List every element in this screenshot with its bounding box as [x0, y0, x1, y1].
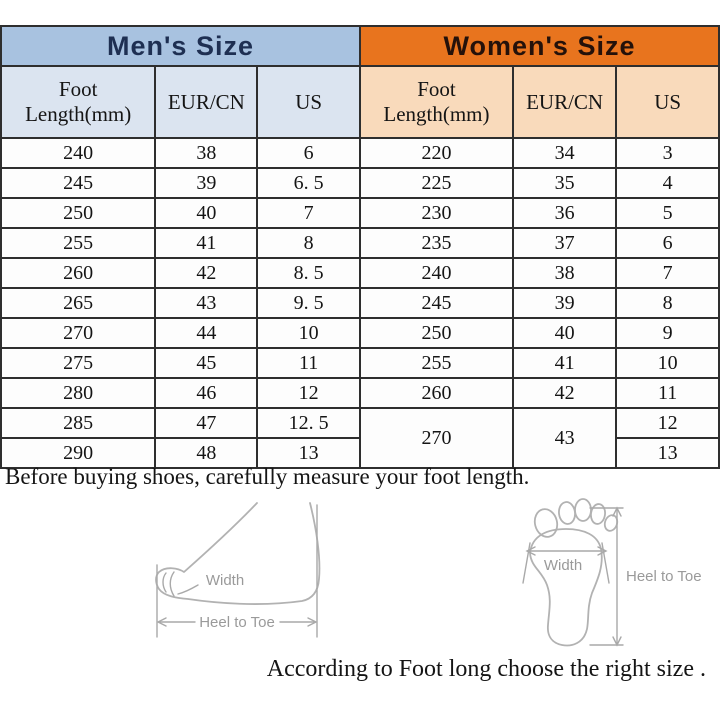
table-header-row: [1, 26, 719, 66]
women-us-cell: 10: [616, 348, 719, 378]
women-eur-cn-header: EUR/CN: [513, 66, 616, 138]
table-row: [1, 168, 719, 198]
footprint-diagram: [490, 495, 710, 660]
men-eur-cell: 46: [155, 378, 257, 408]
women-us-cell: 5: [616, 198, 719, 228]
men-us-cell: 11: [257, 348, 360, 378]
men-eur-cell: 47: [155, 408, 257, 438]
men-eur-cell: 42: [155, 258, 257, 288]
table-row: [1, 378, 719, 408]
sole-outline-icon: [530, 529, 602, 645]
women-us-cell: 9: [616, 318, 719, 348]
men-us-cell: 10: [257, 318, 360, 348]
measure-note: Before buying shoes, carefully measure your foot length.: [5, 464, 530, 489]
men-foot-cell: 255: [1, 228, 155, 258]
side-foot-diagram: [140, 497, 340, 647]
men-us-cell: 9. 5: [257, 288, 360, 318]
women-foot-cell: 260: [360, 378, 513, 408]
women-foot-cell: 255: [360, 348, 513, 378]
men-eur-cell: 40: [155, 198, 257, 228]
table-row: [1, 198, 719, 228]
men-eur-cell: 44: [155, 318, 257, 348]
women-us-cell: 6: [616, 228, 719, 258]
width-label: Width: [205, 572, 245, 589]
table-row: [1, 318, 719, 348]
women-foot-cell: 245: [360, 288, 513, 318]
men-foot-cell: 290: [1, 438, 155, 468]
women-foot-cell: 270: [360, 408, 513, 468]
women-eur-cell: 37: [513, 228, 616, 258]
toe-line-icon: [170, 572, 174, 596]
men-foot-cell: 280: [1, 378, 155, 408]
women-us-cell: 3: [616, 138, 719, 168]
men-us-cell: 13: [257, 438, 360, 468]
men-eur-cell: 43: [155, 288, 257, 318]
women-foot-cell: 220: [360, 138, 513, 168]
men-foot-cell: 270: [1, 318, 155, 348]
women-eur-cell: 40: [513, 318, 616, 348]
length-mm-label: Length(mm): [25, 102, 132, 126]
table-row: [1, 228, 719, 258]
length-mm-label: Length(mm): [383, 102, 490, 126]
men-us-cell: 12. 5: [257, 408, 360, 438]
women-foot-cell: 250: [360, 318, 513, 348]
men-foot-cell: 285: [1, 408, 155, 438]
table-row: [1, 138, 719, 168]
women-eur-cell: 39: [513, 288, 616, 318]
men-eur-cell: 41: [155, 228, 257, 258]
women-us-cell: 8: [616, 288, 719, 318]
men-size-header: Men's Size: [1, 26, 360, 66]
choose-note: According to Foot long choose the right size .: [266, 656, 706, 682]
women-foot-cell: 235: [360, 228, 513, 258]
women-us-cell: 7: [616, 258, 719, 288]
women-us-cell: 13: [616, 438, 719, 468]
men-us-cell: 12: [257, 378, 360, 408]
column-header-row: [1, 66, 719, 138]
women-us-cell: 12: [616, 408, 719, 438]
men-foot-cell: 260: [1, 258, 155, 288]
women-eur-cell: 41: [513, 348, 616, 378]
women-size-header: Women's Size: [360, 26, 719, 66]
men-eur-cell: 39: [155, 168, 257, 198]
women-foot-cell: 230: [360, 198, 513, 228]
table-row: [1, 408, 719, 438]
men-foot-cell: 275: [1, 348, 155, 378]
men-eur-cell: 48: [155, 438, 257, 468]
width-pointer-icon: [178, 585, 198, 594]
women-us-header: US: [616, 66, 719, 138]
women-foot-length-header: [360, 66, 513, 138]
men-us-cell: 8: [257, 228, 360, 258]
men-eur-cell: 38: [155, 138, 257, 168]
women-us-cell: 11: [616, 378, 719, 408]
men-us-cell: 7: [257, 198, 360, 228]
women-eur-cell: 43: [513, 408, 616, 468]
women-eur-cell: 34: [513, 138, 616, 168]
table-row: [1, 348, 719, 378]
men-foot-cell: 250: [1, 198, 155, 228]
toe-icon: [575, 499, 591, 521]
men-us-cell: 8. 5: [257, 258, 360, 288]
men-eur-cell: 45: [155, 348, 257, 378]
women-eur-cell: 36: [513, 198, 616, 228]
men-us-header: US: [257, 66, 360, 138]
width-label: Width: [543, 557, 583, 574]
women-us-cell: 4: [616, 168, 719, 198]
size-chart-table: [0, 25, 720, 469]
men-foot-cell: 245: [1, 168, 155, 198]
foot-label: Foot: [417, 77, 456, 101]
toe-icon: [590, 503, 607, 525]
heel-to-toe-label: Heel to Toe: [199, 614, 275, 631]
men-foot-length-header: [1, 66, 155, 138]
width-tick-left: [523, 543, 530, 583]
table-row: [1, 258, 719, 288]
men-us-cell: 6. 5: [257, 168, 360, 198]
heel-to-toe-label: Heel to Toe: [626, 568, 702, 585]
women-eur-cell: 42: [513, 378, 616, 408]
women-foot-cell: 240: [360, 258, 513, 288]
toe-icon: [558, 501, 577, 525]
men-foot-cell: 240: [1, 138, 155, 168]
men-eur-cn-header: EUR/CN: [155, 66, 257, 138]
men-foot-cell: 265: [1, 288, 155, 318]
women-eur-cell: 35: [513, 168, 616, 198]
women-eur-cell: 38: [513, 258, 616, 288]
men-us-cell: 6: [257, 138, 360, 168]
big-toe-icon: [532, 507, 560, 539]
women-foot-cell: 225: [360, 168, 513, 198]
table-row: [1, 288, 719, 318]
toe-line-icon: [163, 573, 166, 592]
foot-label: Foot: [58, 77, 98, 101]
